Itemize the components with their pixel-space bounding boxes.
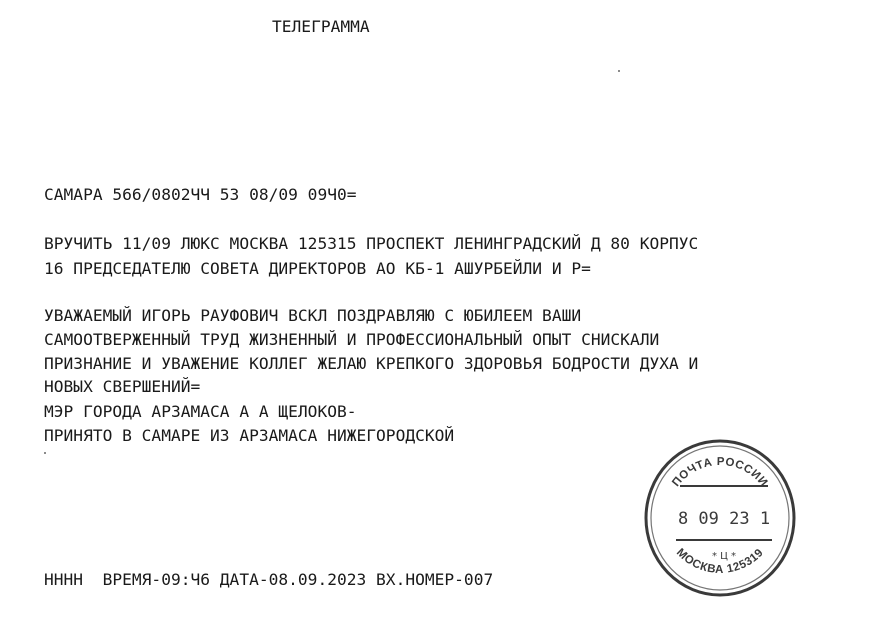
received-line: ПРИНЯТО В САМАРЕ ИЗ АРЗАМАСА НИЖЕГОРОДСКОЙ	[44, 426, 455, 445]
stamp-date: 8 09 23 1	[677, 509, 771, 529]
address-line: 16 ПРЕДСЕДАТЕЛЮ СОВЕТА ДИРЕКТОРОВ АО КБ-1 АШУРБЕЙЛИ И Р=	[44, 259, 591, 278]
postmark-stamp	[640, 432, 800, 602]
telegram-title: ТЕЛЕГРАММА	[272, 17, 370, 36]
address-line: ВРУЧИТЬ 11/09 ЛЮКС МОСКВА 125315 ПРОСПЕКТ ЛЕНИНГРАДСКИЙ Д 80 КОРПУС	[44, 234, 699, 253]
telegram-header-line: САМАРА 566/0802ЧЧ 53 08/09 09Ч0=	[44, 185, 357, 204]
telegram-footer-line: НННН ВРЕМЯ-09:Ч6 ДАТА-08.09.2023 ВХ.НОМЕР-007	[44, 570, 494, 589]
body-line: НОВЫХ СВЕРШЕНИЙ=	[44, 377, 201, 396]
stamp-code: * Ц *	[711, 551, 737, 562]
body-line: САМООТВЕРЖЕННЫЙ ТРУД ЖИЗНЕННЫЙ И ПРОФЕССИОНАЛЬНЫЙ ОПЫТ СНИСКАЛИ	[44, 330, 660, 349]
body-line: ПРИЗНАНИЕ И УВАЖЕНИЕ КОЛЛЕГ ЖЕЛАЮ КРЕПКОГО ЗДОРОВЬЯ БОДРОСТИ ДУХА И	[44, 354, 699, 373]
paper-speck	[44, 452, 46, 454]
stamp-bottom-text: МОСКВА 125319	[673, 546, 767, 576]
paper-speck	[618, 70, 620, 72]
stamp-top-text: ПОЧТА РОССИИ	[670, 455, 770, 490]
signature-line: МЭР ГОРОДА АРЗАМАСА А А ЩЕЛОКОВ-	[44, 402, 357, 421]
body-line: УВАЖАЕМЫЙ ИГОРЬ РАУФОВИЧ ВСКЛ ПОЗДРАВЛЯЮ С ЮБИЛЕЕМ ВАШИ	[44, 306, 582, 325]
